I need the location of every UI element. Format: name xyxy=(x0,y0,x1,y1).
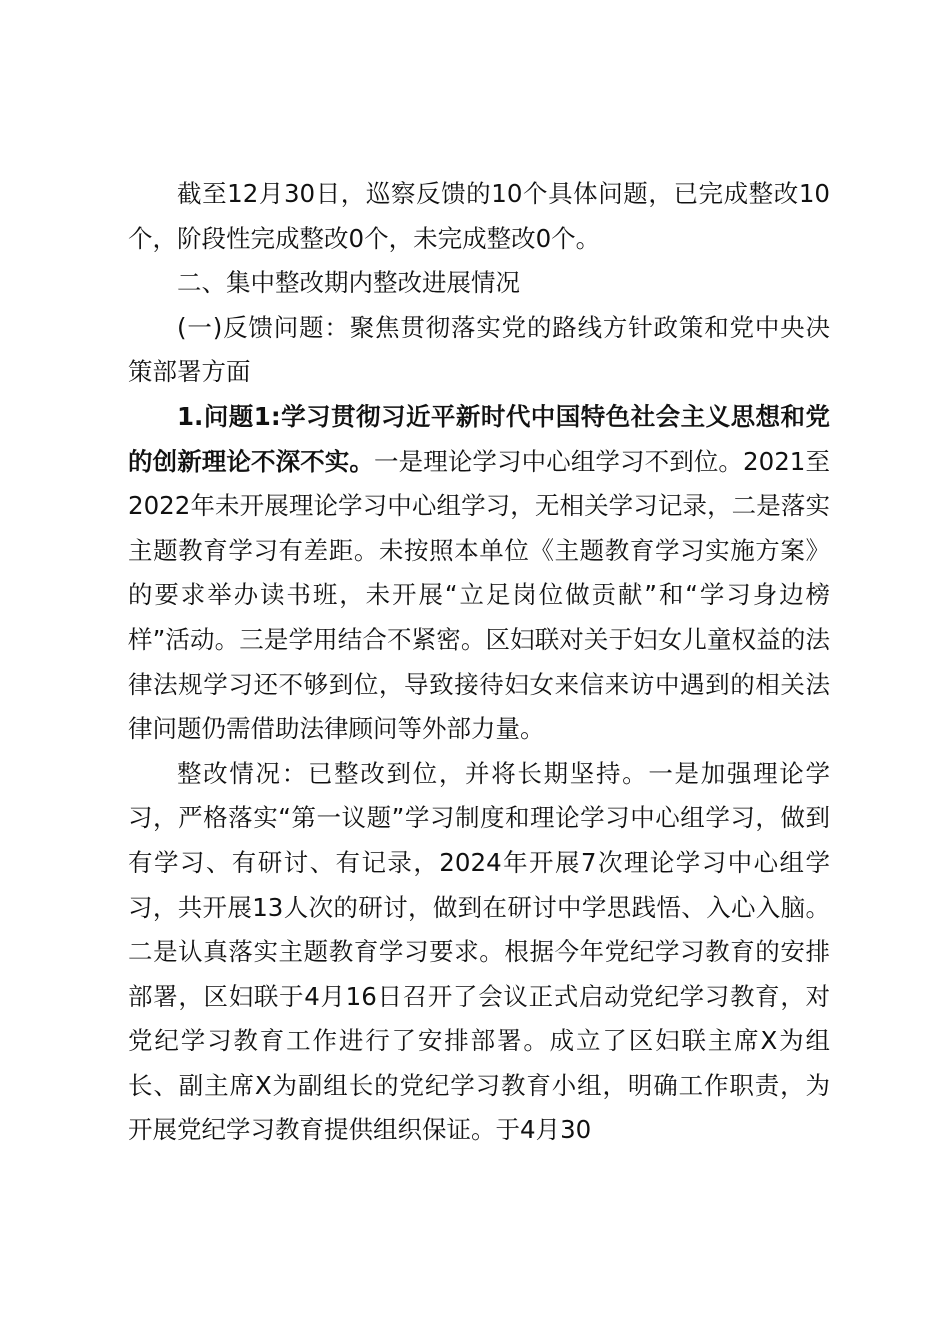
paragraph-text: 整改情况：已整改到位，并将长期坚持。一是加强理论学习，严格落实“第一议题”学习制度和理论学习中心组学习，做到有学习、有研讨、有记录，2024年开展7次理论学习中心组学习，共开展13人次的研讨，做到在研讨中学思践悟、入心入脑。二是认真落实主题教育学习要求。根据今年党纪学习教育的安排部署，区妇联于4月16日召开了会议正式启动党纪学习教育，对党纪学习教育工作进行了安排部署。成立了区妇联主席X为组长、副主席X为副组长的党纪学习教育小组，明确工作职责，为开展党纪学习教育提供组织保证。于4月30 xyxy=(128,758,830,1145)
paragraph-issue-1 xyxy=(128,395,830,752)
paragraph-progress-summary xyxy=(128,172,830,261)
paragraph-rectification-status xyxy=(128,752,830,1153)
document-body xyxy=(128,172,830,1153)
heading-text: (一)反馈问题：聚焦贯彻落实党的路线方针政策和党中央决策部署方面 xyxy=(128,312,830,387)
subsection-heading-feedback-issue xyxy=(128,306,830,395)
paragraph-text: 截至12月30日，巡察反馈的10个具体问题，已完成整改10个，阶段性完成整改0个，未完成整改0个。 xyxy=(128,179,830,253)
heading-text: 二、集中整改期内整改进展情况 xyxy=(177,268,520,298)
issue-1-description: 一是理论学习中心组学习不到位。2021至2022年未开展理论学习中心组学习，无相关学习记录，二是落实主题教育学习有差距。未按照本单位《主题教育学习实施方案》的要求举办读书班，未开展“立足岗位做贡献”和“学习身边榜样”活动。三是学用结合不紧密。区妇联对关于妇女儿童权益的法律法规学习还不够到位，导致接待妇女来信来访中遇到的相关法律问题仍需借助法律顾问等外部力量。 xyxy=(128,446,830,744)
issue-1-title: 1.问题1:学习贯彻习近平新时代中国特色社会主义思想和党的创新理论不深不实。 xyxy=(128,401,830,476)
section-heading-rectification-progress xyxy=(128,261,830,306)
